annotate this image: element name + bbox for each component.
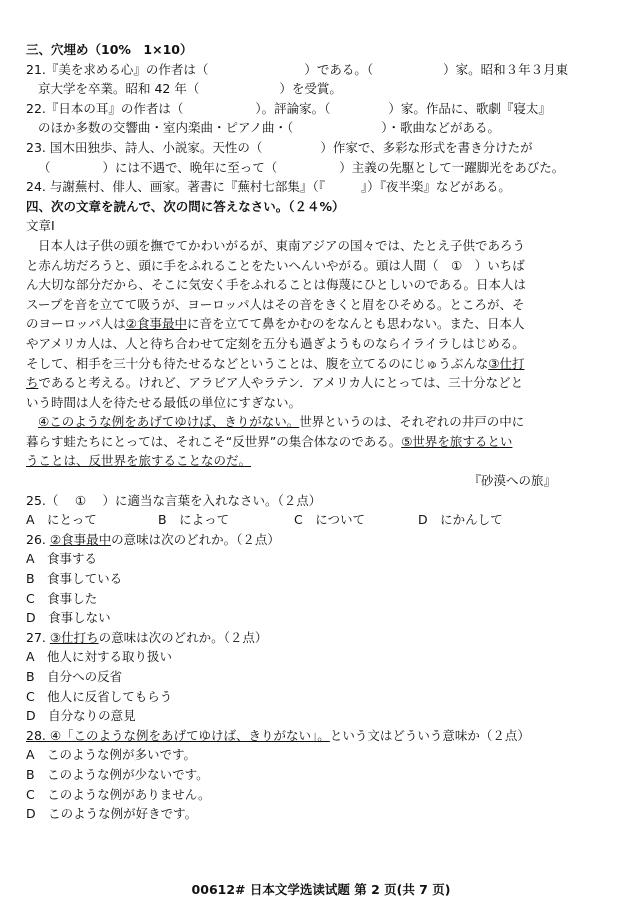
passage-line: と赤ん坊だろうと、頭に手をふれることをたいへんいやがる。頭は人間（ ① ）いちば bbox=[26, 257, 525, 273]
q28-option-a[interactable]: A このような例が多いです。 bbox=[26, 747, 197, 763]
q25-option-b[interactable]: B によって bbox=[158, 512, 230, 528]
passage-line: ちであると考える。けれど、アラビア人やラテン．アメリカ人にとっては、三十分などと bbox=[26, 375, 524, 391]
q27-stem: 27. ③仕打ちの意味は次のどれか。（２点） bbox=[26, 629, 268, 645]
q25-option-c[interactable]: C について bbox=[294, 512, 365, 528]
q25-options bbox=[26, 510, 616, 530]
q26-option-d[interactable]: D 食事しない bbox=[26, 610, 111, 626]
q27-option-b[interactable]: B 自分への反省 bbox=[26, 669, 123, 684]
passage-line: ん大切な部分だから、そこに気安く手をふれることは侮蔑にひとしいのである。日本人は bbox=[26, 277, 527, 293]
q28-option-d[interactable]: D このような例が好きです。 bbox=[26, 806, 198, 822]
q25-option-a[interactable]: A にとって bbox=[26, 512, 97, 528]
passage-line: 日本人は子供の頭を撫でてかわいがるが、東南アジアの国々では、たとえ子供であろう bbox=[38, 237, 526, 253]
q25-option-d[interactable]: D にかんして bbox=[418, 512, 503, 528]
q22-line2: のほか多数の交響曲・室内楽曲・ピアノ曲・（ ）・歌曲などがある。 bbox=[38, 120, 501, 136]
passage-line: 暮らす蛙たちにとっては、それこそ“反世界”の集合体なのである。⑤世界を旅するとい bbox=[26, 433, 513, 449]
q25-stem: 25.（ ① ）に適当な言葉を入れなさい。（２点） bbox=[26, 492, 322, 508]
underline-5: ⑤世界を旅するとい bbox=[401, 433, 513, 449]
q27-option-a[interactable]: A 他人に対する取り扱い bbox=[26, 649, 173, 665]
underline-5-cont: うことは、反世界を旅することなのだ。 bbox=[26, 453, 252, 469]
passage-source: 『砂漠への旅』 bbox=[468, 473, 556, 489]
q21-line1: 21.『美を求める心』の作者は（ ）である。（ ）家。昭和３年３月東 bbox=[26, 61, 569, 77]
passage bbox=[26, 236, 616, 491]
article-label: 文章Ⅰ bbox=[26, 218, 55, 234]
q24-line: 24. 与謝蕪村、俳人、画家。著書に『蕪村七部集』（『 』）『夜半楽』などがある。 bbox=[26, 179, 511, 195]
passage-line: やアメリカ人は、人と待ち合わせて定刻を五分も過ぎようものならイライラしはじめる。 bbox=[26, 335, 525, 351]
passage-line: ④このような例をあげてゆけば、きりがない。世界というのは、それぞれの井戸の中に bbox=[38, 414, 525, 430]
page-footer: 00612# 日本文学选读试题 第 2 页(共 7 页) bbox=[191, 882, 451, 897]
q28-stem: 28. ④「このような例をあげてゆけば、きりがない」。という文はどういう意味か（２点） bbox=[26, 727, 530, 743]
passage-line bbox=[26, 451, 616, 471]
section3-title: 三、穴埋め（10% 1×10） bbox=[26, 42, 193, 57]
q23-line2: （ ）には不遇で、晩年に至って（ ）主義の先駆として一躍脚光をあびた。 bbox=[38, 159, 565, 175]
q22-line1: 22.『日本の耳』の作者は（ ）。評論家。（ ）家。作品に、歌劇『寝太』 bbox=[26, 100, 551, 116]
underline-3-cont: ち bbox=[26, 375, 39, 391]
q26-option-c[interactable]: C 食事した bbox=[26, 590, 98, 606]
passage-line: のヨーロッパ人は②食事最中に音を立てて鼻をかむのをなんとも思わない。また、日本人 bbox=[26, 316, 525, 332]
q26-stem: 26. ②食事最中の意味は次のどれか。（２点） bbox=[26, 531, 280, 547]
q27-option-c[interactable]: C 他人に反省してもらう bbox=[26, 688, 173, 704]
underline-2: ②食事最中 bbox=[125, 316, 187, 332]
q28-option-c[interactable]: C このような例がありません。 bbox=[26, 786, 211, 802]
passage-line: そして、相手を三十分も待たせるなどということは、腹を立てるのにじゅうぶんな③仕打 bbox=[26, 355, 525, 371]
q21-line2: 京大学を卒業。昭和 42 年（ ）を受賞。 bbox=[38, 81, 342, 97]
q23-line1: 23. 国木田独歩、詩人、小説家。天性の（ ）作家で、多彩な形式を書き分けたが bbox=[26, 139, 533, 155]
q27-option-d[interactable]: D 自分なりの意見 bbox=[26, 708, 136, 724]
q26-option-a[interactable]: A 食事する bbox=[26, 551, 98, 567]
section4-title: 四、次の文章を読んで、次の問に答えなさい。（２４%） bbox=[26, 198, 345, 214]
underline-3: ③仕打 bbox=[488, 355, 525, 371]
passage-line: いう時間は人を待たせる最低の単位にすぎない。 bbox=[26, 394, 302, 410]
q26-option-b[interactable]: B 食事している bbox=[26, 571, 123, 587]
q28-option-b[interactable]: B このような例が少ないです。 bbox=[26, 766, 209, 782]
underline-4: ④このような例をあげてゆけば、きりがない。 bbox=[38, 414, 300, 430]
passage-line: スープを音を立てて吸うが、ヨーロッパ人はその音をきくと眉をひそめる。ところが、そ bbox=[26, 296, 525, 312]
